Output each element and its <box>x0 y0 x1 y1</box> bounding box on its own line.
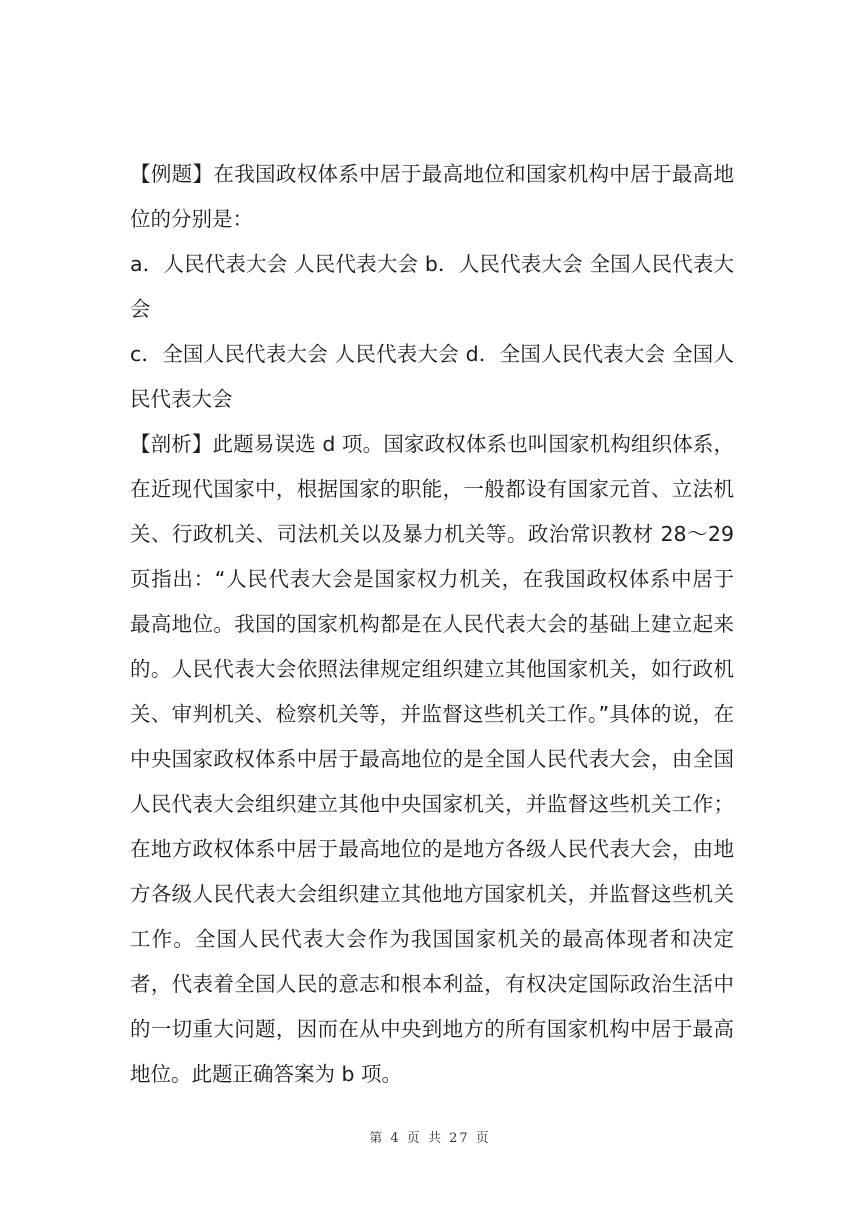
footer-current-page: 4 <box>390 1131 401 1146</box>
footer-prefix: 第 <box>369 1131 385 1146</box>
footer-suffix: 页 <box>475 1131 491 1146</box>
footer-total-prefix: 共 <box>427 1131 443 1146</box>
analysis-paragraph: 【剖析】此题易误选 d 项。国家政权体系也叫国家机构组织体系，在近现代国家中，根据国家的职能，一般都设有国家元首、立法机关、行政机关、司法机关以及暴力机关等。政治常识教材 28～29 页指出：“人民代表大会是国家权力机关，在我国政权体系中居于最高地位。我国的国家机构都是在人民代表大会的基础上建立起来的。人民代表大会依照法律规定组织建立其他国家机关，如行政机关、审判机关、检察机关等，并监督这些机关工作。”具体的说，在中央国家政权体系中居于最高地位的是全国人民代表大会，由全国人民代表大会组织建立其他中央国家机关，并监督这些机关工作；在地方政权体系中居于最高地位的是地方各级人民代表大会，由地方各级人民代表大会组织建立其他地方国家机关，并监督这些机关工作。全国人民代表大会作为我国国家机关的最高体现者和决定者，代表着全国人民的意志和根本利益，有权决定国际政治生活中的一切重大问题，因而在从中央到地方的所有国家机构中居于最高地位。此题正确答案为 b 项。 <box>130 432 734 1086</box>
footer-total-pages: 27 <box>449 1131 470 1146</box>
page-footer <box>0 1127 860 1146</box>
footer-page-char: 页 <box>406 1131 422 1146</box>
answer-options-ab: a．人民代表大会 人民代表大会 b．人民代表大会 全国人民代表大会 <box>130 252 734 321</box>
document-body <box>130 152 734 1097</box>
example-question: 【例题】在我国政权体系中居于最高地位和国家机构中居于最高地位的分别是： <box>130 162 734 231</box>
answer-options-cd: c．全国人民代表大会 人民代表大会 d．全国人民代表大会 全国人民代表大会 <box>130 342 734 411</box>
